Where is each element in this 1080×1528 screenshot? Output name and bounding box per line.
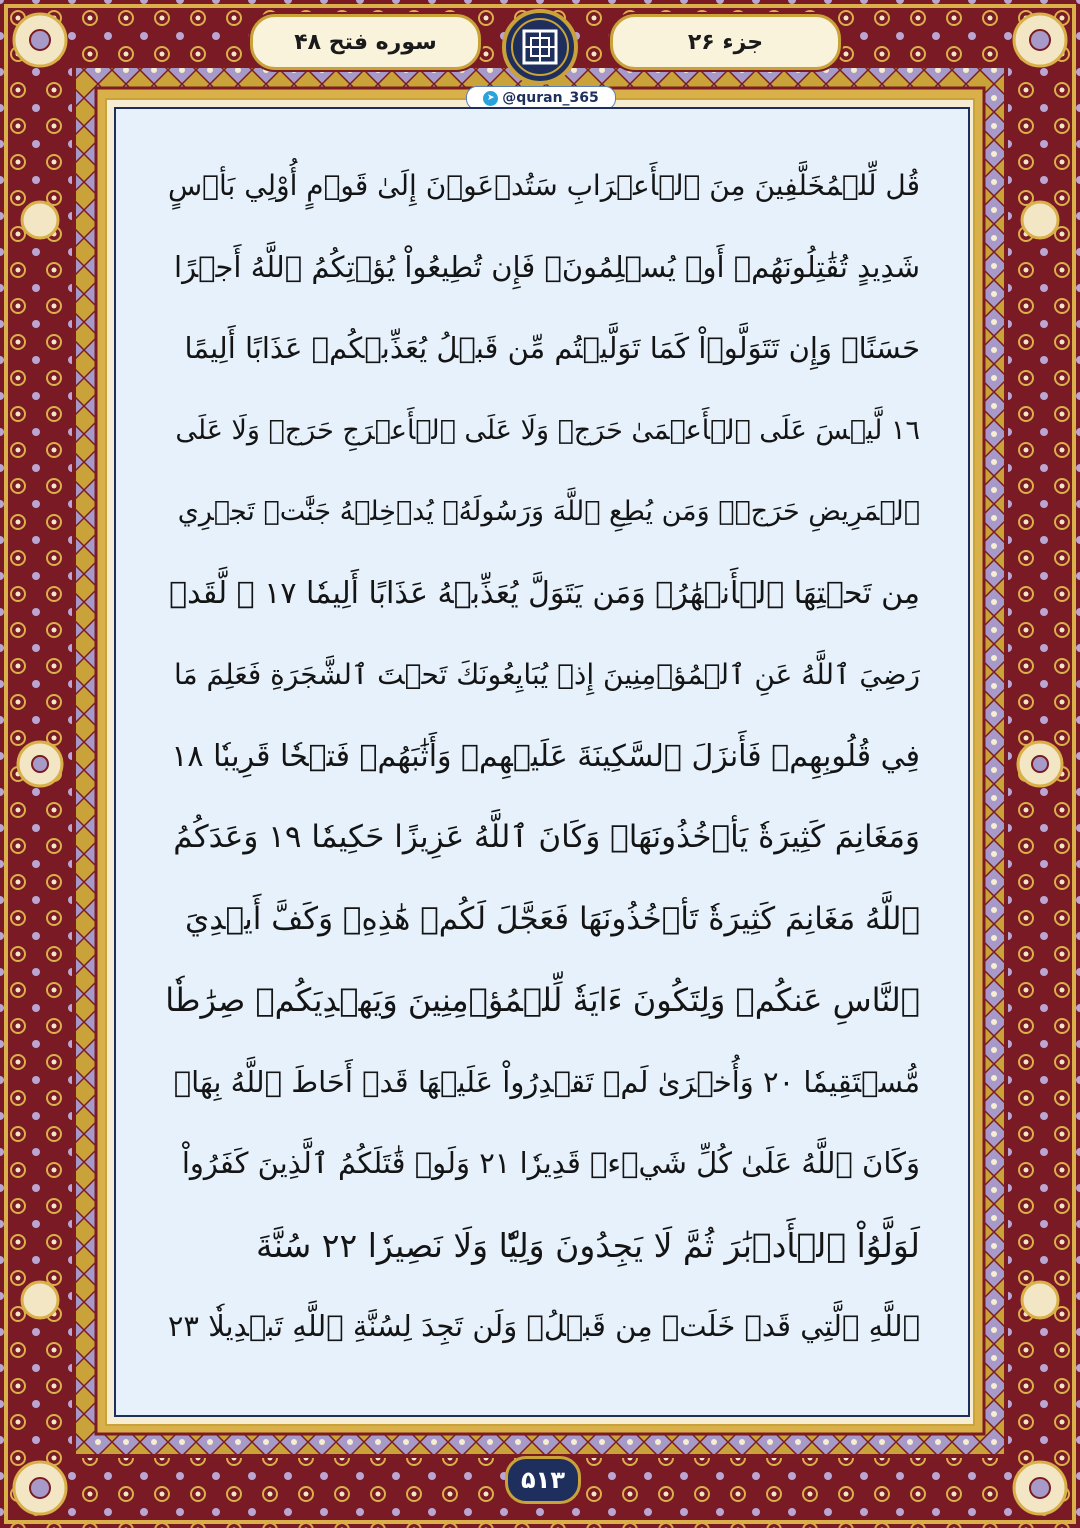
verse-line: وَكَانَ ٱللَّهُ عَلَىٰ كُلِّ شَيۡءٖ قَدِيرٗا ٢١ وَلَوۡ قَٰتَلَكُمُ ٱلَّذِينَ كَفَرُواْ bbox=[181, 1146, 920, 1180]
verse-line: ٱلۡمَرِيضِ حَرَجٞۗ وَمَن يُطِعِ ٱللَّهَ وَرَسُولَهُۥ يُدۡخِلۡهُ جَنَّٰتٖ تَجۡرِي bbox=[177, 495, 920, 527]
juz-label: جزء ۲۶ bbox=[610, 14, 841, 70]
telegram-icon: ➤ bbox=[483, 91, 498, 106]
verse-line: فِي قُلُوبِهِمۡ فَأَنزَلَ ٱلسَّكِينَةَ عَلَيۡهِمۡ وَأَثَٰبَهُمۡ فَتۡحٗا قَرِيبٗا ١٨ bbox=[171, 738, 920, 774]
surah-title: سوره فتح ۴۸ bbox=[250, 14, 481, 70]
quran-logo-icon bbox=[496, 8, 584, 86]
verse-line: لَوَلَّوُاْ ٱلۡأَدۡبَٰرَ ثُمَّ لَا يَجِدُونَ وَلِيّٗا وَلَا نَصِيرٗا ٢٢ سُنَّةَ bbox=[256, 1225, 920, 1265]
verse-line: شَدِيدٍ تُقَٰتِلُونَهُمۡ أَوۡ يُسۡلِمُونَۖ فَإِن تُطِيعُواْ يُؤۡتِكُمُ ٱللَّهُ أَجۡرًا bbox=[174, 250, 920, 284]
verse-line: ٱللَّهِ ٱلَّتِي قَدۡ خَلَتۡ مِن قَبۡلُۖ وَلَن تَجِدَ لِسُنَّةِ ٱللَّهِ تَبۡدِيلٗا ٢٣ bbox=[167, 1309, 920, 1343]
verse-line: مِن تَحۡتِهَا ٱلۡأَنۡهَٰرُۖ وَمَن يَتَوَلَّ يُعَذِّبۡهُ عَذَابًا أَلِيمٗا ١٧ ۞ لَّقَدۡ bbox=[169, 575, 920, 611]
verse-line: حَسَنًاۖ وَإِن تَتَوَلَّوۡاْ كَمَا تَوَلَّيۡتُم مِّن قَبۡلُ يُعَذِّبۡكُمۡ عَذَابًا أَلِيمًا bbox=[184, 331, 920, 365]
verse-text-area bbox=[114, 107, 970, 1417]
verse-line: ١٦ لَّيۡسَ عَلَى ٱلۡأَعۡمَىٰ حَرَجٞ وَلَا عَلَى ٱلۡأَعۡرَجِ حَرَجٞ وَلَا عَلَى bbox=[175, 414, 920, 446]
verse-line: قُل لِّلۡمُخَلَّفِينَ مِنَ ٱلۡأَعۡرَابِ سَتُدۡعَوۡنَ إِلَىٰ قَوۡمٍ أُوْلِي بَأۡسٍ bbox=[168, 168, 920, 202]
verse-line: وَمَغَانِمَ كَثِيرَةٗ يَأۡخُذُونَهَاۗ وَكَانَ ٱللَّهُ عَزِيزًا حَكِيمٗا ١٩ وَعَدَكُمُ bbox=[173, 819, 920, 855]
verse-line: ٱللَّهُ مَغَانِمَ كَثِيرَةٗ تَأۡخُذُونَهَا فَعَجَّلَ لَكُمۡ هَٰذِهِۦ وَكَفَّ أَيۡدِيَ bbox=[184, 901, 920, 937]
verse-line: رَضِيَ ٱللَّهُ عَنِ ٱلۡمُؤۡمِنِينَ إِذۡ يُبَايِعُونَكَ تَحۡتَ ٱلشَّجَرَةِ فَعَلِمَ مَا bbox=[174, 657, 920, 691]
page-number: ۵۱۳ bbox=[505, 1456, 581, 1504]
handle-text: @quran_365 bbox=[502, 90, 599, 106]
verse-line: ٱلنَّاسِ عَنكُمۡ وَلِتَكُونَ ءَايَةٗ لِّلۡمُؤۡمِنِينَ وَيَهۡدِيَكُمۡ صِرَٰطٗا bbox=[165, 981, 920, 1019]
verse-line: مُّسۡتَقِيمٗا ٢٠ وَأُخۡرَىٰ لَمۡ تَقۡدِرُواْ عَلَيۡهَا قَدۡ أَحَاطَ ٱللَّهُ بِهَاۚ bbox=[173, 1065, 920, 1099]
